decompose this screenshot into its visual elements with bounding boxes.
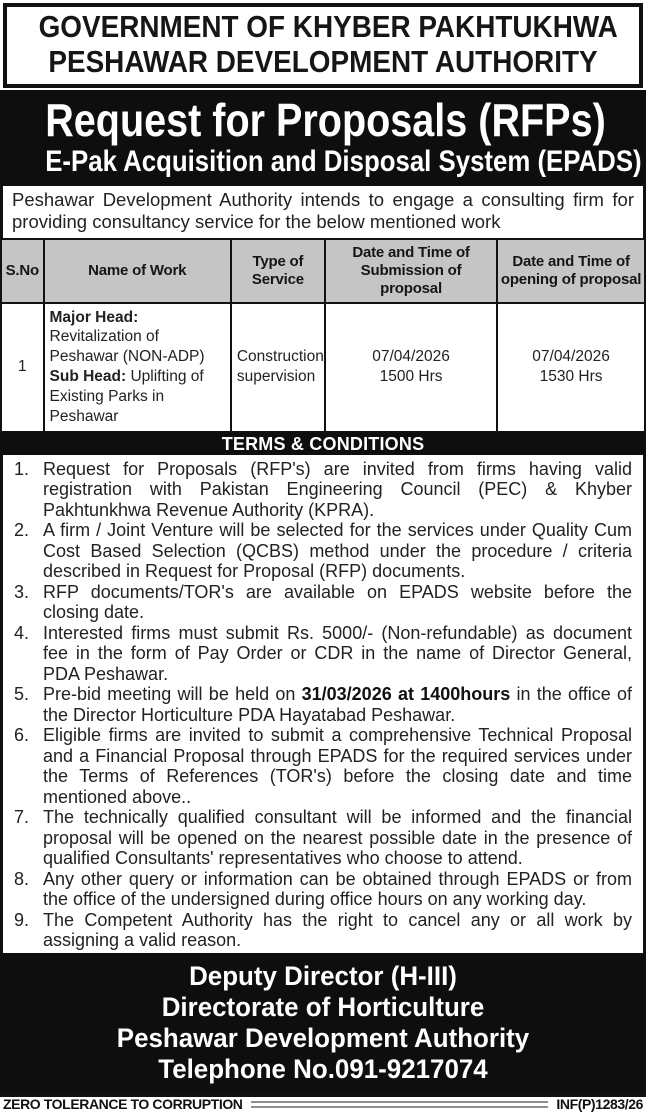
term-item-4 xyxy=(3,623,643,685)
term-number: 9. xyxy=(14,909,30,930)
term-text xyxy=(43,582,643,623)
rfp-banner-title: Request for Proposals (RFPs) xyxy=(45,94,606,147)
cell-opening xyxy=(497,303,645,432)
term-number: 6. xyxy=(14,725,30,746)
footer-strip xyxy=(0,1094,646,1111)
terms-list xyxy=(0,455,646,953)
term-text xyxy=(43,623,643,685)
opening-date: 07/04/2026 xyxy=(532,348,610,366)
submission-date: 07/04/2026 xyxy=(372,348,450,366)
term-number: 5. xyxy=(14,684,30,705)
term-number: 2. xyxy=(14,520,30,541)
cell-submission xyxy=(325,303,497,432)
term-number: 1. xyxy=(14,458,30,479)
signatory-designation: Deputy Director (H-III) xyxy=(189,960,457,991)
term-text xyxy=(43,459,643,521)
government-header xyxy=(3,3,643,88)
government-title: GOVERNMENT OF KHYBER PAKHTUKHWA xyxy=(38,9,618,44)
terms-conditions-heading: TERMS & CONDITIONS xyxy=(0,433,646,455)
footer-divider-rule xyxy=(251,1101,549,1108)
term-item-1 xyxy=(3,459,643,521)
header-type-of-service: Type of Service xyxy=(231,239,325,303)
term-text xyxy=(43,684,643,725)
cell-name-of-work xyxy=(44,303,231,432)
major-head-label: Major Head: xyxy=(49,308,139,326)
term-text-pre: RFP documents/TOR's are available on EPADS website before the closing date. xyxy=(43,581,632,623)
term-number: 4. xyxy=(14,622,30,643)
term-item-7 xyxy=(3,807,643,869)
term-text xyxy=(43,725,643,807)
signature-block xyxy=(0,953,646,1094)
term-text-pre: Interested firms must submit Rs. 5000/- (Non-refundable) as document fee in the form of Pay Order or CDR in the name of Director General, PDA Peshawar. xyxy=(43,622,632,684)
sub-head-label: Sub Head: xyxy=(49,368,127,386)
signatory-telephone: Telephone No.091-9217074 xyxy=(158,1054,488,1085)
term-item-3 xyxy=(3,582,643,623)
term-number: 3. xyxy=(14,581,30,602)
term-text xyxy=(43,807,643,869)
table-row xyxy=(1,303,645,432)
term-number: 8. xyxy=(14,868,30,889)
term-text-pre: The Competent Authority has the right to cancel any or all work by assigning a valid reason. xyxy=(43,909,632,951)
zero-tolerance-slogan: ZERO TOLERANCE TO CORRUPTION xyxy=(3,1096,243,1112)
term-item-8 xyxy=(3,869,643,910)
table-header-row xyxy=(1,239,645,303)
major-head-text: Revitalization of Peshawar (NON-ADP) xyxy=(49,328,205,366)
term-text xyxy=(43,869,643,910)
term-text-pre: Eligible firms are invited to submit a comprehensive Technical Proposal and a Financial Proposal through EPADS for the required services under the Terms of References (TOR's) before the closing date and time mentioned above.. xyxy=(43,725,632,807)
term-text-pre: A firm / Joint Venture will be selected for the services under Quality Cum Cost Based Selection (QCBS) method under the procedure / criteria described in Request for Proposal (RFP) documents. xyxy=(43,520,632,582)
term-text-pre: Request for Proposals (RFP's) are invited from firms having valid registration with Pakistan Engineering Council (PEC) & Khyber Pakhtunkhwa Revenue Authority (KPRA). xyxy=(43,458,632,520)
cell-sno: 1 xyxy=(1,303,44,432)
term-text-post: in the office of the Director Horticulture PDA Hayatabad Peshawar. xyxy=(43,684,633,725)
authority-title: PESHAWAR DEVELOPMENT AUTHORITY xyxy=(48,43,598,79)
term-item-2 xyxy=(3,520,643,582)
rfp-banner xyxy=(0,90,646,186)
term-text-pre: Pre-bid meeting will be held on xyxy=(43,684,302,705)
opening-time: 1530 Hrs xyxy=(539,368,603,386)
term-item-9 xyxy=(3,910,643,951)
header-submission: Date and Time of Submission of proposal xyxy=(325,239,497,303)
submission-time: 1500 Hrs xyxy=(379,368,443,386)
term-text xyxy=(43,520,643,582)
epads-banner-subtitle: E-Pak Acquisition and Disposal System (EPADS) xyxy=(45,144,642,178)
header-opening: Date and Time of opening of proposal xyxy=(497,239,645,303)
term-text-pre: The technically qualified consultant will be informed and the financial proposal will be opened on the nearest possible date in the presence of qualified Consultants' representatives who choose to attend. xyxy=(43,807,632,869)
signatory-authority: Peshawar Development Authority xyxy=(116,1023,530,1054)
term-text xyxy=(43,910,643,951)
header-sno: S.No xyxy=(1,239,44,303)
intro-paragraph: Peshawar Development Authority intends to engage a consulting firm for providing consultancy service for the below mentioned work xyxy=(0,186,646,237)
term-text-pre: Any other query or information can be obtained through EPADS or from the office of the undersigned during office hours on any working day. xyxy=(43,868,632,910)
signatory-directorate: Directorate of Horticulture xyxy=(161,992,485,1022)
advertisement-reference-number: INF(P)1283/26 xyxy=(556,1096,643,1112)
term-item-5 xyxy=(3,684,643,725)
term-item-6 xyxy=(3,725,643,807)
sub-head-text: Uplifting of Existing Parks in Peshawar xyxy=(49,368,204,425)
term-text-bold: 31/03/2026 at 1400hours xyxy=(301,684,511,705)
header-name-of-work: Name of Work xyxy=(44,239,231,303)
work-table xyxy=(0,238,646,433)
cell-type-of-service: Construction supervision xyxy=(231,303,325,432)
term-number: 7. xyxy=(14,807,30,828)
